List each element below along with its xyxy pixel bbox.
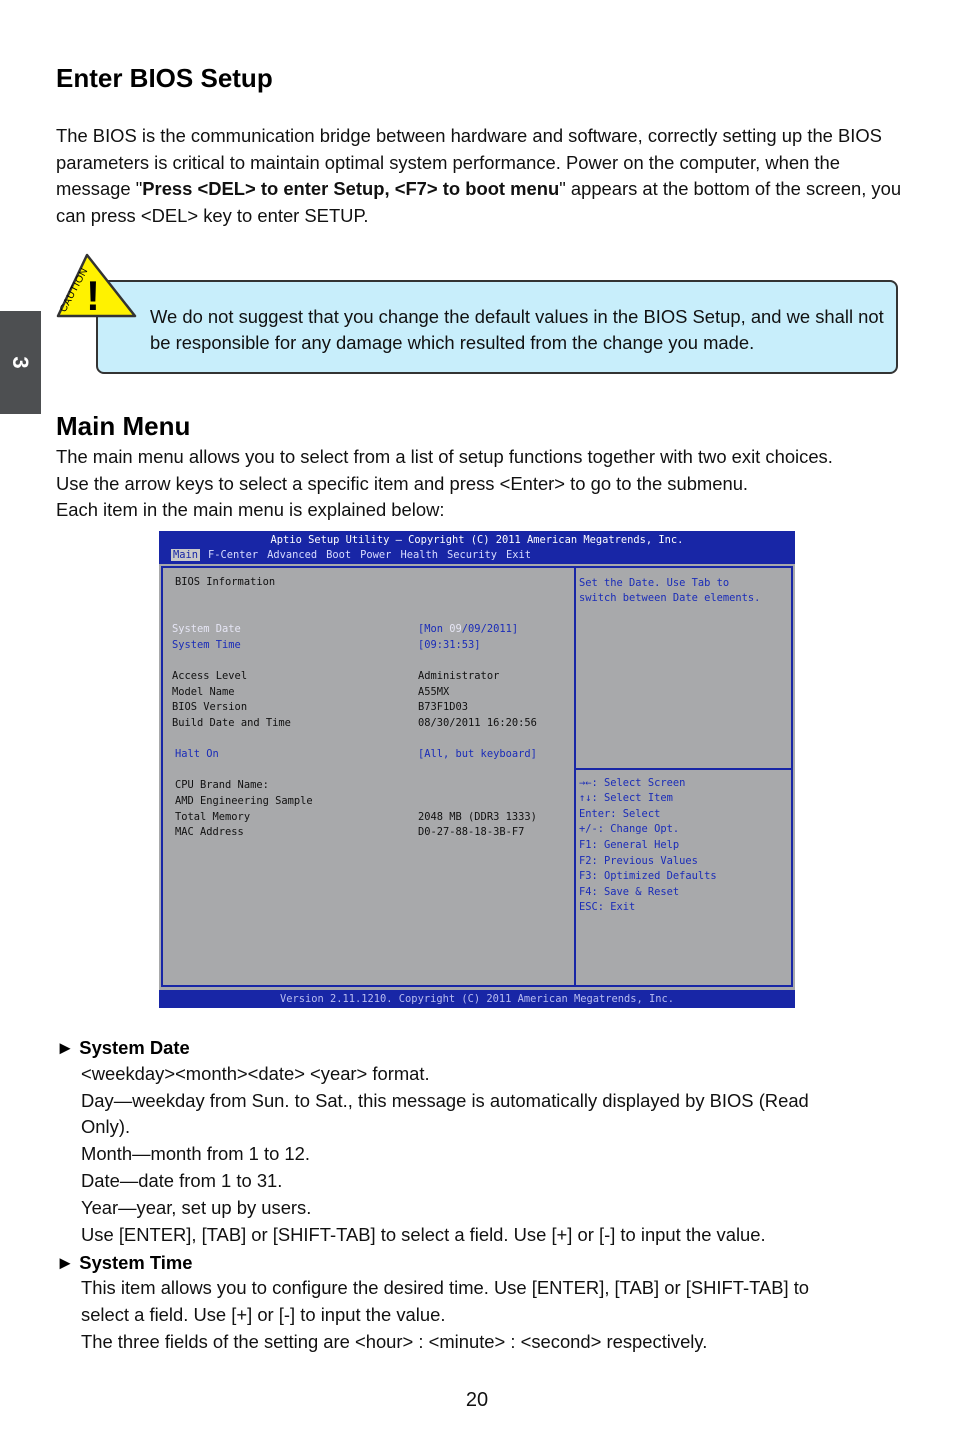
bios-tab-main[interactable]: Main (173, 549, 199, 561)
intro-text-bold: Press <DEL> to enter Setup, <F7> to boot menu (142, 178, 560, 199)
bios-screen (159, 531, 795, 1008)
access-level-value: Administrator (418, 670, 500, 682)
model-name-value: A55MX (418, 686, 450, 698)
system-date-line: Month—month from 1 to 12. (81, 1143, 310, 1164)
bios-divider-horizontal (576, 768, 793, 770)
intro-text-after: " appears at the bottom of the screen, you can press <DEL> key to enter SETUP. (56, 178, 902, 226)
total-memory-value: 2048 MB (DDR3 1333) (418, 811, 537, 823)
enter-bios-setup-paragraph (56, 123, 916, 229)
halt-on-label[interactable]: Halt On (175, 748, 219, 760)
key-change-opt: +/-: Change Opt. (579, 823, 680, 835)
system-date-line: Use [ENTER], [TAB] or [SHIFT-TAB] to select a field. Use [+] or [-] to input the value. (81, 1224, 766, 1245)
system-date-highlight: 09 (449, 623, 462, 635)
bios-version-value: B73F1D03 (418, 701, 469, 713)
access-level-label: Access Level (172, 670, 248, 682)
main-menu-line-1: The main menu allows you to select from a list of setup functions together with two exit choices. (56, 446, 833, 467)
main-menu-title: Main Menu (56, 411, 191, 441)
caution-symbol: ! (86, 272, 100, 319)
system-date-heading: ► System Date (56, 1037, 190, 1058)
caution-label: CAUTION (58, 266, 91, 315)
build-date-label: Build Date and Time (172, 717, 291, 729)
bios-menu-bar (171, 549, 540, 561)
key-general-help: F1: General Help (579, 839, 680, 851)
bios-header (159, 531, 795, 564)
key-optimized-defaults: F3: Optimized Defaults (579, 870, 717, 882)
system-time-value[interactable]: [09:31:53] (418, 639, 481, 651)
system-date-line: Only). (81, 1116, 131, 1137)
system-date-line: Day—weekday from Sun. to Sat., this message is automatically displayed by BIOS (Read (81, 1090, 809, 1111)
system-time-heading: ► System Time (56, 1252, 193, 1273)
system-time-line: This item allows you to configure the desired time. Use [ENTER], [TAB] or [SHIFT-TAB] to (81, 1277, 810, 1298)
halt-on-value[interactable]: [All, but keyboard] (418, 748, 537, 760)
bios-tab-exit[interactable]: Exit (506, 549, 532, 561)
bios-tab-boot[interactable]: Boot (326, 549, 352, 561)
intro-text-before: The BIOS is the communication bridge between hardware and software, correctly setting up the BIOS parameters is critical to maintain optimal system performance. Power on the computer, when the message " (56, 125, 882, 199)
main-menu-intro (56, 444, 916, 524)
bios-tab-advanced[interactable]: Advanced (267, 549, 318, 561)
page-number: 20 (465, 1389, 489, 1411)
mac-address-label: MAC Address (175, 826, 244, 838)
bios-section-header: BIOS Information (175, 576, 276, 588)
bios-tab-f-center[interactable]: F-Center (208, 549, 259, 561)
chapter-number: 3 (8, 356, 34, 369)
key-select-screen: →←: Select Screen (579, 777, 686, 789)
caution-text: We do not suggest that you change the default values in the BIOS Setup, and we shall not be responsible for any damage which resulted from the change you made. (150, 306, 884, 353)
key-select-item: ↑↓: Select Item (579, 792, 673, 804)
main-menu-line-3: Each item in the main menu is explained below: (56, 499, 445, 520)
bios-divider-vertical (574, 566, 576, 987)
system-date-line: Date—date from 1 to 31. (81, 1170, 283, 1191)
system-date-value[interactable]: [Mon 09/09/2011] (418, 623, 519, 635)
bios-tab-power[interactable]: Power (360, 549, 392, 561)
enter-bios-setup-title: Enter BIOS Setup (56, 63, 273, 93)
key-enter-select: Enter: Select (579, 808, 661, 820)
key-previous-values: F2: Previous Values (579, 855, 698, 867)
mac-address-value: D0-27-88-18-3B-F7 (418, 826, 525, 838)
system-time-label[interactable]: System Time (172, 639, 241, 651)
chapter-tab (0, 311, 41, 414)
total-memory-label: Total Memory (175, 811, 251, 823)
caution-box (96, 280, 898, 374)
system-date-label[interactable]: System Date (172, 623, 241, 635)
key-esc-exit: ESC: Exit (579, 901, 636, 913)
system-time-line: select a field. Use [+] or [-] to input the value. (81, 1304, 446, 1325)
main-menu-line-2: Use the arrow keys to select a specific item and press <Enter> to go to the submenu. (56, 472, 749, 494)
build-date-value: 08/30/2011 16:20:56 (418, 717, 537, 729)
bios-version-label: BIOS Version (172, 701, 248, 713)
bios-tab-health[interactable]: Health (400, 549, 438, 561)
bios-tab-security[interactable]: Security (446, 549, 498, 561)
system-date-line: <weekday><month><date> <year> format. (81, 1063, 430, 1084)
bios-footer: Version 2.11.1210. Copyright (C) 2011 American Megatrends, Inc. (159, 990, 795, 1008)
key-save-reset: F4: Save & Reset (579, 886, 680, 898)
help-text-line-1: Set the Date. Use Tab to (579, 577, 730, 589)
help-text-line-2: switch between Date elements. (579, 592, 761, 604)
cpu-brand-value: AMD Engineering Sample (175, 795, 313, 807)
bios-title: Aptio Setup Utility – Copyright (C) 2011 American Megatrends, Inc. (270, 534, 684, 546)
system-date-line: Year—year, set up by users. (81, 1197, 312, 1218)
system-time-line: The three fields of the setting are <hour> : <minute> : <second> respectively. (81, 1331, 708, 1352)
model-name-label: Model Name (172, 686, 235, 698)
cpu-brand-label: CPU Brand Name: (175, 779, 269, 791)
